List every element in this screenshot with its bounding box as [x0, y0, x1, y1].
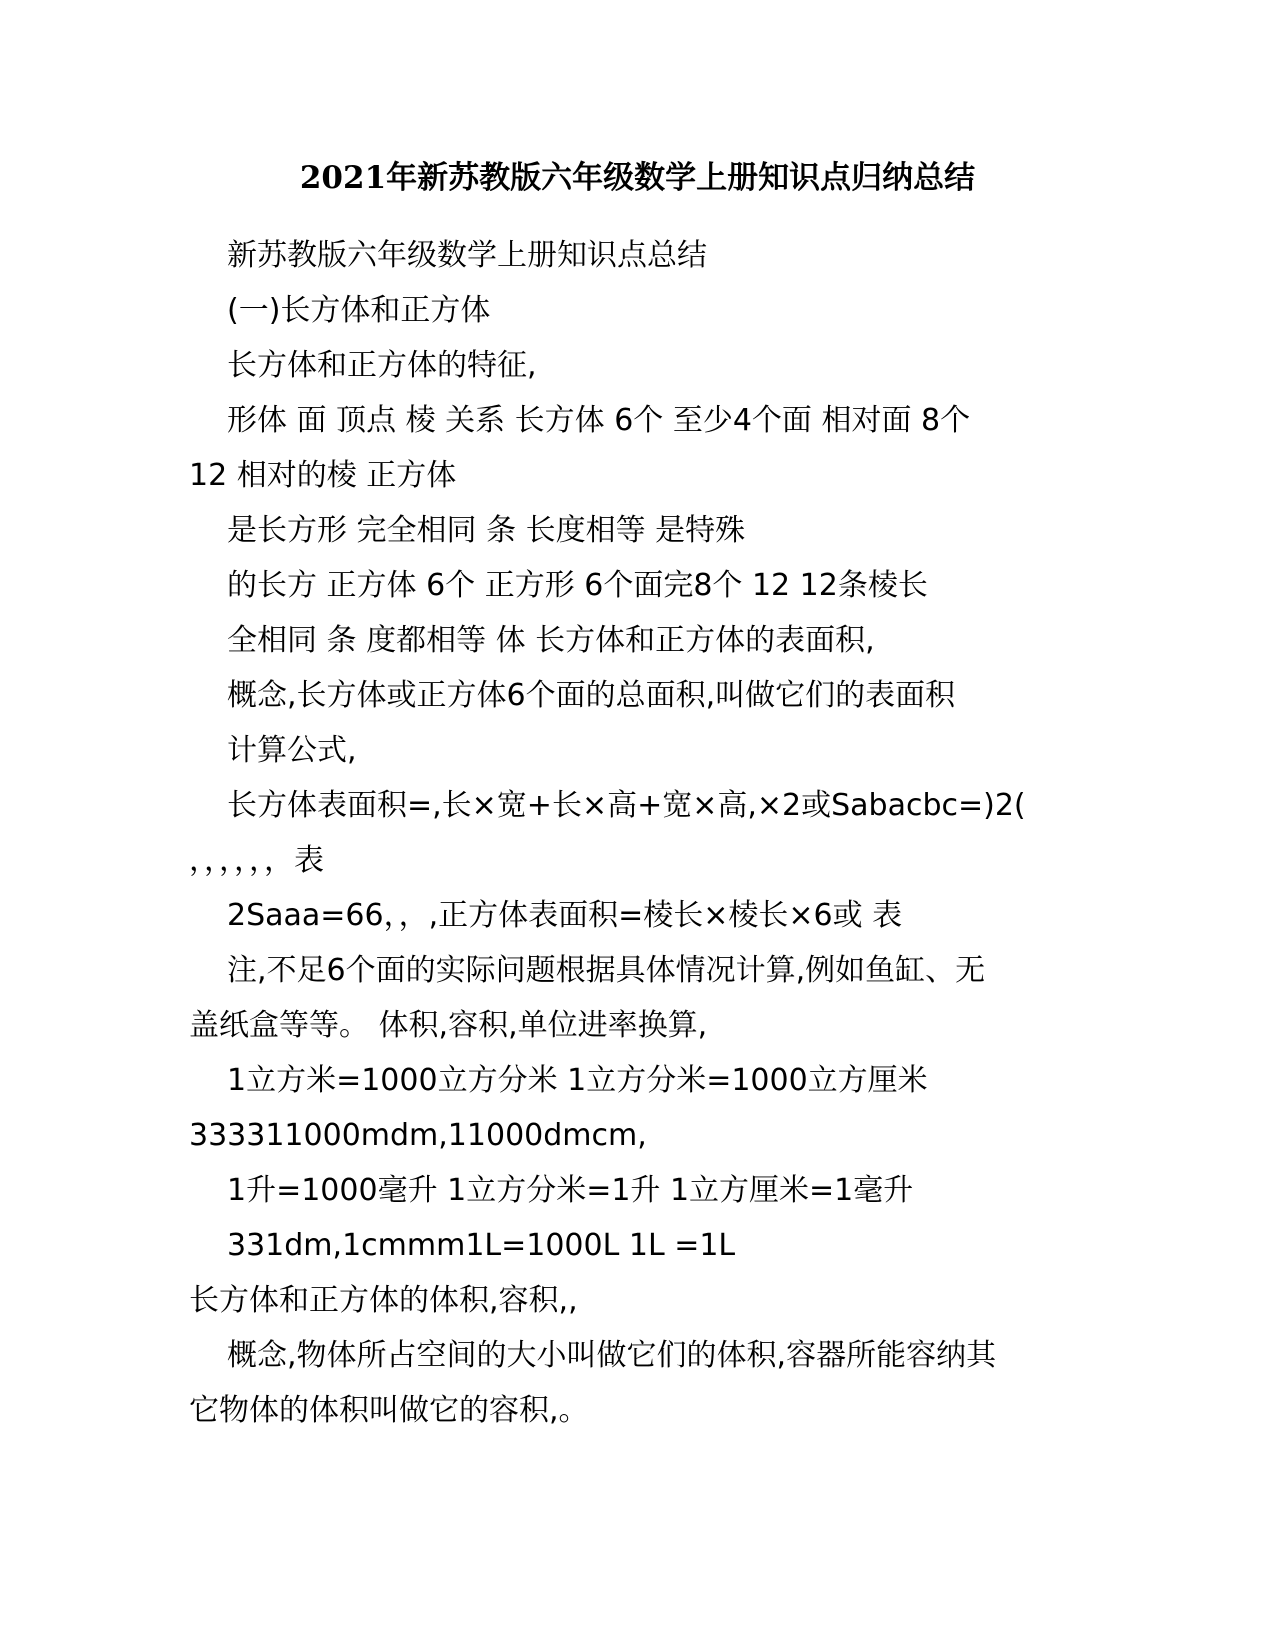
body-line: ，，，，，，表: [189, 843, 324, 878]
body-line: 形体 面 顶点 棱 关系 长方体 6个 至少4个面 相对面 8个: [227, 403, 971, 438]
body-line: 是长方形 完全相同 条 长度相等 是特殊: [227, 513, 746, 548]
body-line: 盖纸盒等等。 体积,容积,单位进率换算,: [189, 1008, 708, 1043]
body-line: 的长方 正方体 6个 正方形 6个面完8个 12 12条棱长: [227, 568, 928, 603]
section-heading: (一)长方体和正方体: [227, 293, 491, 328]
document-body: [189, 228, 1089, 1438]
body-line: 2Saaa=66，，,正方体表面积=棱长×棱长×6或 表: [227, 898, 903, 933]
body-line: 1立方米=1000立方分米 1立方分米=1000立方厘米: [227, 1063, 928, 1098]
body-line: 12 相对的棱 正方体: [189, 458, 457, 493]
body-line: 长方体表面积=,长×宽+长×高+宽×高,×2或Sabacbc=)2(: [227, 788, 1026, 823]
body-line: 长方体和正方体的体积,容积,,: [189, 1283, 578, 1318]
body-line: 概念,物体所占空间的大小叫做它们的体积,容器所能容纳其: [227, 1338, 997, 1373]
body-line: 新苏教版六年级数学上册知识点总结: [227, 238, 707, 273]
body-line: 1升=1000毫升 1立方分米=1升 1立方厘米=1毫升: [227, 1173, 914, 1208]
body-line: 计算公式,: [227, 733, 357, 768]
body-line: 注,不足6个面的实际问题根据具体情况计算,例如鱼缸、无: [227, 953, 986, 988]
body-line: 333311000mdm,11000dmcm,: [189, 1118, 647, 1153]
document-title: 2021年新苏教版六年级数学上册知识点归纳总结: [299, 160, 976, 196]
body-line: 全相同 条 度都相等 体 长方体和正方体的表面积,: [227, 623, 875, 658]
body-line: 它物体的体积叫做它的容积,。: [189, 1393, 589, 1428]
body-line: 概念,长方体或正方体6个面的总面积,叫做它们的表面积: [227, 678, 956, 713]
body-line: 长方体和正方体的特征,: [227, 348, 537, 383]
body-line: 331dm,1cmmm1L=1000L 1L =1L: [227, 1228, 736, 1263]
